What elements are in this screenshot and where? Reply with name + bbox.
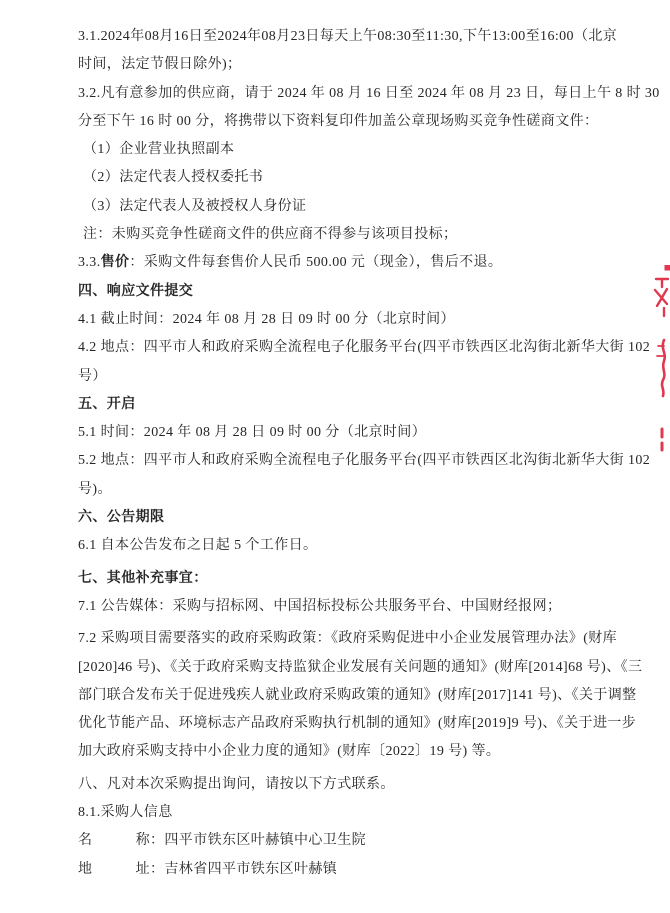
announcement-body [78, 23, 660, 884]
clause-3-1-line-2: 时间，法定节假日除外)； [78, 57, 242, 73]
clause-3-2-line-2: 分至下午 16 时 00 分，将携带以下资料复印件加盖公章现场购买竞争性磋商文件： [78, 113, 599, 129]
section-4-heading: 四、响应文件提交 [78, 283, 194, 299]
section-5-heading: 五、开启 [78, 396, 136, 412]
purchaser-address-row: 地 址：吉林省四平市铁东区叶赫镇 [78, 861, 338, 877]
clause-7-2-policy-line-1: 7.2 采购项目需要落实的政府采购政策：《政府采购促进中小企业发展管理办法》(财库 [78, 631, 618, 647]
section-8-heading: 八、凡对本次采购提出询问，请按以下方式联系。 [78, 776, 395, 792]
clause-4-1-deadline: 4.1 截止时间：2024 年 08 月 28 日 09 时 00 分（北京时间） [78, 311, 455, 327]
clause-3-1-line-1: 3.1.2024年08月16日至2024年08月23日每天上午08:30至11:30,下午13:00至16:00（北京 [78, 29, 618, 44]
red-stamp-fragment-top [655, 265, 670, 316]
red-ink-marks [648, 258, 670, 460]
red-stroke-middle [657, 340, 665, 396]
list-item-1-business-license: （1）企业营业执照副本 [83, 142, 235, 158]
clause-5-2-location-line-1: 5.2 地点：四平市人和政府采购全流程电子化服务平台(四平市铁西区北沟街北新华大街 102 [78, 453, 651, 469]
section-6-heading: 六、公告期限 [78, 510, 165, 526]
clause-3-3-rest: ：采购文件每套售价人民币 500.00 元（现金），售后不退。 [129, 255, 503, 271]
clause-7-1-media: 7.1 公告媒体：采购与招标网、中国招标投标公共服务平台、中国财经报网； [78, 598, 562, 614]
note-line: 注：未购买竞争性磋商文件的供应商不得参与该项目投标； [83, 227, 458, 243]
clause-3-3-price [78, 249, 638, 277]
clause-3-2-line-1: 3.2.凡有意参加的供应商，请于 2024 年 08 月 16 日至 2024 年 08 月 23 日，每日上午 8 时 30 [78, 85, 660, 101]
clause-7-2-policy-line-5: 加大政府采购支持中小企业力度的通知》(财库〔2022〕19 号) 等。 [78, 744, 501, 760]
clause-3-3-bold-term: 售价 [100, 255, 130, 271]
clause-3-3-prefix: 3.3. [78, 255, 101, 271]
clause-6-1-period: 6.1 自本公告发布之日起 5 个工作日。 [78, 538, 318, 554]
clause-4-2-location-line-1: 4.2 地点：四平市人和政府采购全流程电子化服务平台(四平市铁西区北沟街北新华大街 102 [78, 340, 651, 356]
clause-5-1-time: 5.1 时间：2024 年 08 月 28 日 09 时 00 分（北京时间） [78, 425, 427, 441]
clause-7-2-policy-line-3: 部门联合发布关于促进残疾人就业政府采购政策的通知》(财库[2017]141 号)、《关于调整 [78, 687, 637, 703]
purchaser-name-row: 名 称：四平市铁东区叶赫镇中心卫生院 [78, 833, 366, 849]
clause-7-2-policy-line-2: [2020]46 号)、《关于政府采购支持监狱企业发展有关问题的通知》(财库[2014]68 号)、《三 [78, 659, 643, 675]
clause-8-1-purchaser-info: 8.1.采购人信息 [78, 805, 173, 821]
list-item-2-authorization-letter: （2）法定代表人授权委托书 [83, 170, 264, 186]
list-item-3-id-cards: （3）法定代表人及被授权人身份证 [83, 198, 307, 214]
clause-7-2-policy-line-4: 优化节能产品、环境标志产品政府采购执行机制的通知》(财库[2019]9 号)、《关于进一步 [78, 716, 637, 732]
clause-4-2-location-line-2: 号） [78, 368, 107, 384]
clause-5-2-location-line-2: 号)。 [78, 481, 112, 497]
section-7-heading: 七、其他补充事宜： [78, 570, 208, 586]
